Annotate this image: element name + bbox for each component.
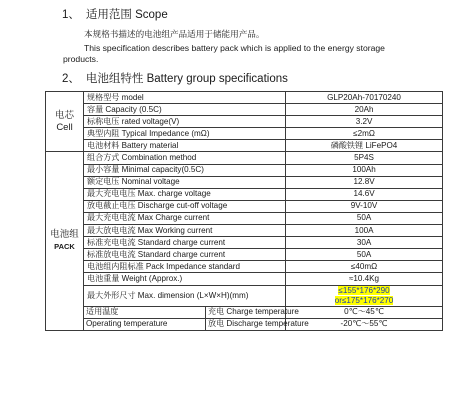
pack-group-label: [46, 152, 84, 330]
battery-spec-table: [45, 91, 443, 331]
table-row: [46, 212, 443, 224]
scope-en-text-line2: products.: [63, 54, 99, 64]
table-row: [46, 285, 443, 306]
section-1-heading: [62, 6, 168, 22]
spec-value: 100Ah: [286, 164, 443, 176]
spec-label: 最小容量 Minimal capacity(0.5C): [84, 164, 286, 176]
dimension-value-line1: ≤155*176*290: [338, 285, 390, 295]
scope-zh-text: 本规格书描述的电池组产品适用于储能用产品。: [84, 29, 265, 39]
table-row: [46, 237, 443, 249]
spec-label: 电池重量 Weight (Approx.): [84, 273, 286, 285]
cell-group-zh: 电芯: [54, 109, 74, 121]
table-row: [46, 164, 443, 176]
spec-value: 30A: [286, 237, 443, 249]
section-2-title: 电池组特性 Battery group specifications: [85, 73, 288, 85]
table-row: [46, 188, 443, 200]
spec-value: GLP20Ah-70170240: [286, 92, 443, 104]
table-row: [46, 273, 443, 285]
spec-label: 组合方式 Combination method: [84, 152, 286, 164]
section-2-number: 2、: [62, 73, 80, 85]
table-row: [46, 318, 443, 330]
spec-value: 20Ah: [286, 104, 443, 116]
spec-label: 电池组内阻标准 Pack Impedance standard: [84, 261, 286, 273]
spec-label: 最大充电电流 Max Charge current: [84, 212, 286, 224]
discharge-temperature-label: 放电 Discharge temperature: [206, 318, 286, 330]
table-row: [46, 200, 443, 212]
cell-group-label: [46, 92, 84, 152]
spec-label: 最大充电电压 Max. charge voltage: [84, 188, 286, 200]
charge-temperature-value: 0℃～45℃: [286, 306, 443, 318]
dimension-label: 最大外形尺寸 Max. dimension (L×W×H)(mm): [84, 285, 286, 306]
table-row: [46, 306, 443, 318]
dimension-value-line2: or≤175*176*270: [334, 295, 394, 305]
spec-value: 9V-10V: [286, 200, 443, 212]
spec-value: 磷酸铁锂 LiFePO4: [286, 140, 443, 152]
spec-label: 典型内阻 Typical Impedance (mΩ): [84, 128, 286, 140]
spec-label: 容量 Capacity (0.5C): [84, 104, 286, 116]
pack-group-en: PACK: [54, 242, 75, 252]
spec-label: 额定电压 Nominal voltage: [84, 176, 286, 188]
section-1-title: 适用范围 Scope: [85, 9, 168, 21]
table-row: [46, 140, 443, 152]
table-row: [46, 225, 443, 237]
cell-group-en: Cell: [56, 121, 73, 133]
table-row: [46, 92, 443, 104]
temperature-label-en: Operating temperature: [84, 318, 206, 330]
spec-value: 14.6V: [286, 188, 443, 200]
table-row: [46, 176, 443, 188]
pack-group-zh: 电池组: [50, 229, 79, 241]
spec-label: 标称电压 rated voltage(V): [84, 116, 286, 128]
section-2-heading: [62, 70, 288, 86]
spec-value: 5P4S: [286, 152, 443, 164]
temperature-label-zh: 适用温度: [84, 306, 206, 318]
spec-value: 100A: [286, 225, 443, 237]
dimension-value: [286, 285, 443, 306]
charge-temperature-label: 充电 Charge temperature: [206, 306, 286, 318]
spec-value: ≤2mΩ: [286, 128, 443, 140]
spec-label: 最大放电电流 Max Working current: [84, 225, 286, 237]
spec-value: 50A: [286, 249, 443, 261]
spec-value: 12.8V: [286, 176, 443, 188]
spec-value: ≈10.4Kg: [286, 273, 443, 285]
spec-value: 50A: [286, 212, 443, 224]
spec-label: 电池材料 Battery material: [84, 140, 286, 152]
table-row: [46, 128, 443, 140]
table-row: [46, 249, 443, 261]
table-row: [46, 104, 443, 116]
spec-label: 标准充电电流 Standard charge current: [84, 237, 286, 249]
discharge-temperature-value: -20℃～55℃: [286, 318, 443, 330]
section-1-number: 1、: [62, 9, 80, 21]
spec-value: ≤40mΩ: [286, 261, 443, 273]
spec-label: 放电截止电压 Discharge cut-off voltage: [84, 200, 286, 212]
scope-en-text-line1: This specification describes battery pack which is applied to the energy storage: [84, 43, 385, 53]
spec-value: 3.2V: [286, 116, 443, 128]
spec-label: 规格型号 model: [84, 92, 286, 104]
table-row: [46, 116, 443, 128]
table-row: [46, 261, 443, 273]
table-row: [46, 152, 443, 164]
spec-label: 标准放电电流 Standard charge current: [84, 249, 286, 261]
